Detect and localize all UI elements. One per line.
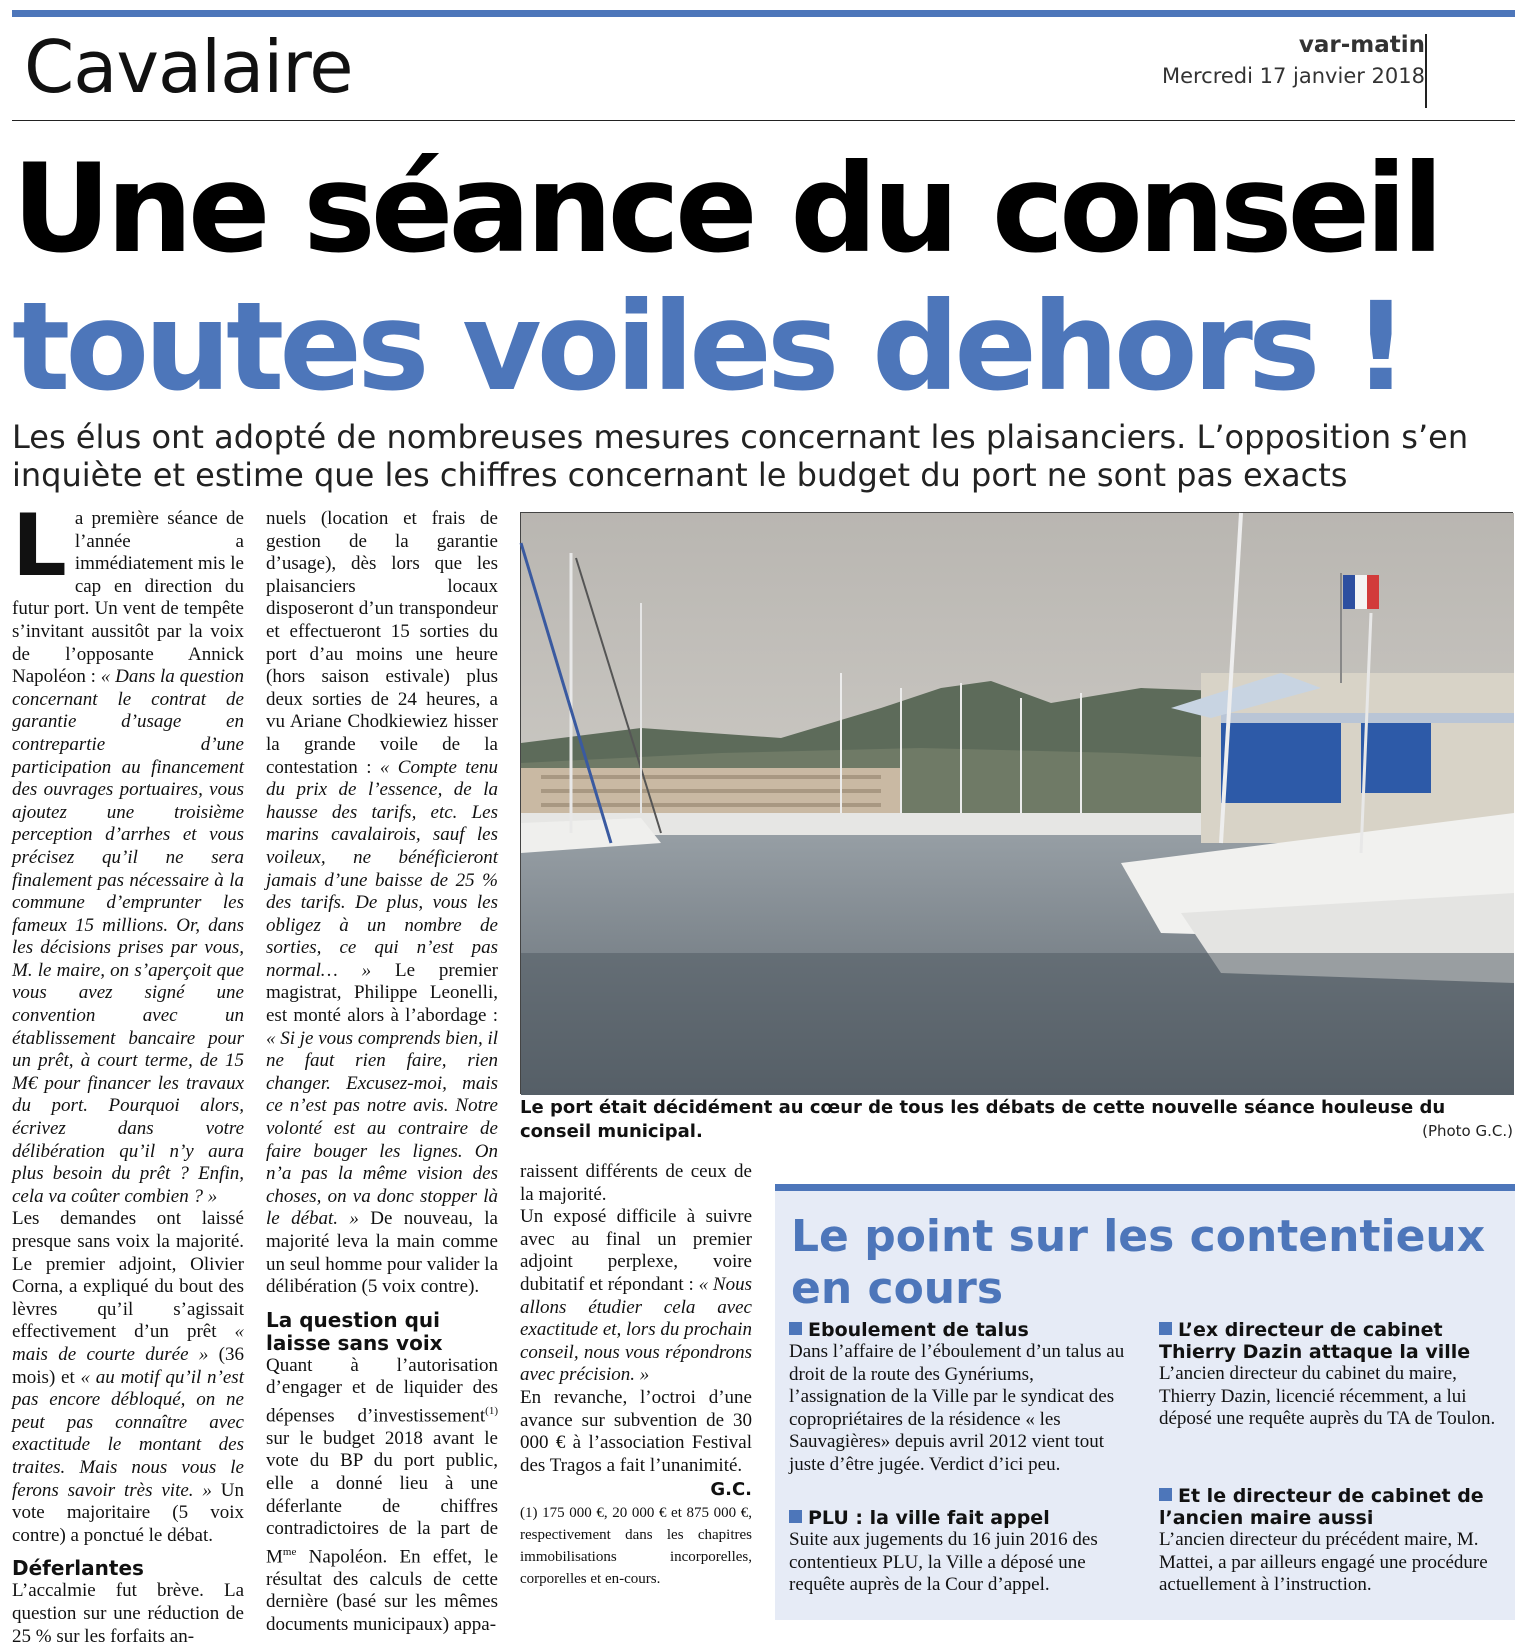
- headline-line-1: Une séance du conseil: [12, 138, 1439, 280]
- sidebar-item-text: Suite aux jugements du 16 juin 2016 des contentieux PLU, la Ville a déposé une requête auprès de la Cour d’appel.: [789, 1529, 1098, 1596]
- footnote: (1) 175 000 €, 20 000 € et 875 000 €, respectivement dans les chapitres immobilisations incorporelles, corporelles et en-cours.: [520, 1504, 752, 1587]
- quote: « Nous allons étudier cela avec exactitude et, lors du prochain conseil, nous vous répondrons avec précision. »: [520, 1273, 752, 1386]
- sidebar-box: [775, 1184, 1515, 1620]
- headline: [12, 140, 1439, 416]
- sidebar-item: [789, 1507, 1129, 1597]
- sidebar-item-text: Dans l’affaire de l’éboulement d’un talus au droit de la route des Gynériums, l’assignation de la Ville par le syndicat des copropriétaires de la résidence « les Sauvagières» depuis avril 2012 vient tout juste d’être jugée. Verdict d’ici peu.: [789, 1341, 1125, 1475]
- paragraph: Un vote majoritaire (5 voix contre) a ponctué le débat.: [12, 1479, 244, 1546]
- paragraph: En revanche, l’octroi d’une avance sur subvention de 30 000 € à l’association Festival des Tragos a fait l’unanimité.: [520, 1386, 752, 1476]
- paragraph: Un exposé difficile à suivre avec au final un premier adjoint perplexe, voire dubitatif et répondant :: [520, 1206, 752, 1295]
- paragraph: raissent différents de ceux de la majorité.: [520, 1161, 752, 1205]
- quote: « Si je vous comprends bien, il ne faut rien faire, rien changer. Excusez-moi, mais ce n’est pas notre avis. Notre volonté est au contraire de faire bouger les lignes. On n’a pas la même vision des choses, on va donc stopper là le débat. »: [266, 1027, 499, 1230]
- sidebar-item: [789, 1319, 1129, 1477]
- headline-line-2: toutes voiles dehors !: [12, 276, 1404, 418]
- square-bullet-icon: [1159, 1322, 1172, 1335]
- sidebar-item-title: PLU : la ville fait appel: [808, 1507, 1050, 1529]
- square-bullet-icon: [789, 1510, 802, 1523]
- quote: « mais de courte durée »: [12, 1321, 244, 1365]
- subheading: La question qui laisse sans voix: [266, 1307, 443, 1355]
- photo-caption: Le port était décidément au cœur de tous les débats de cette nouvelle séance houleuse du conseil municipal.: [520, 1097, 1446, 1142]
- sidebar-item: [1159, 1485, 1499, 1597]
- quote: « au motif qu’il n’est pas encore débloqué, on ne peut pas connaître avec exactitude le montant des traites. Mais nous vous le ferons savoir très vite. »: [12, 1366, 244, 1501]
- newspaper-name: var-matin: [1298, 32, 1425, 58]
- paragraph: Le premier magistrat, Philippe Leonelli, est monté alors à l’abordage :: [266, 959, 498, 1027]
- square-bullet-icon: [1159, 1488, 1172, 1501]
- paragraph: L’accalmie fut brève. La question sur une réduction de 25 % sur les forfaits an-: [12, 1580, 244, 1647]
- sidebar-item-text: L’ancien directeur du précédent maire, M. Mattei, a par ailleurs engagé une procédure actuellement à l’instruction.: [1159, 1529, 1488, 1596]
- paragraph: sur le budget 2018 avant le vote du BP du port public, elle a donné lieu à une déferlante de chiffres contradictoires de la part de M: [266, 1427, 498, 1568]
- drop-cap: L: [12, 496, 67, 596]
- footnote-ref: (1): [485, 1404, 498, 1417]
- harbour-photo-illustration: [521, 513, 1514, 1095]
- sidebar-title: Le point sur les contentieux en cours: [791, 1211, 1486, 1314]
- article-column-3: [520, 1161, 752, 1590]
- paragraph: (36 mois) et: [12, 1343, 244, 1388]
- section-title: Cavalaire: [24, 25, 353, 109]
- paragraph: Napoléon. En effet, le résultat des calculs de cette dernière (basé sur les mêmes documents municipaux) appa-: [266, 1546, 498, 1635]
- masthead-info: [1162, 30, 1425, 92]
- superscript: me: [282, 1545, 297, 1558]
- lede: Les élus ont adopté de nombreuses mesures concernant les plaisanciers. L’opposition s’en inquiète et estime que les chiffres concernant le budget du port ne sont pas exacts: [12, 418, 1469, 494]
- masthead-divider: [1425, 34, 1427, 108]
- author-signature: G.C.: [710, 1479, 752, 1501]
- paragraph: a première séance de l’année a immédiatement mis le cap en direction du futur port. Un vent de tempête s’invitant aussitôt par la voix de l’opposante Annick Napoléon :: [12, 508, 244, 688]
- sidebar-item-title: L’ex directeur de cabinet Thierry Dazin attaque la ville: [1159, 1319, 1471, 1363]
- article-column-2: [266, 508, 498, 1637]
- paragraph: De nouveau, la majorité leva la main comme un seul homme pour valider la délibération (5 voix contre).: [266, 1208, 498, 1298]
- paragraph: nuels (location et frais de gestion de la garantie d’usage), dès lors que les plaisanciers locaux disposeront d’un transpondeur et effectueront 15 sorties du port d’au moins une heure (hors saison estivale) plus deux sorties de 24 heures, a vu Ariane Chodkiewiez hisser la grande voile de la contestation :: [266, 508, 498, 778]
- subheading: Déferlantes: [12, 1556, 144, 1581]
- square-bullet-icon: [789, 1322, 802, 1335]
- sidebar-item: [1159, 1319, 1499, 1431]
- top-rule: [12, 10, 1515, 17]
- photo-credit: (Photo G.C.): [1422, 1122, 1513, 1140]
- paragraph: Quant à l’autorisation d’engager et de liquider des dépenses d’investissement: [266, 1354, 498, 1427]
- masthead-rule: [12, 120, 1515, 121]
- quote: « Dans la question concernant le contrat de garantie d’usage en contrepartie d’une participation au financement des ouvrages portuaires, vous ajoutez une troisième perception d’arrhes et vous précisez qu’il ne sera finalement pas nécessaire à la commune d’emprunter les fameux 15 millions. Or, dans les décisions prises par vous, M. le maire, on s’aperçoit que vous avez signé une convention avec un établissement bancaire pour un prêt, à court terme, de 15 M€ pour financer les travaux du port. Pourquoi alors, écrivez dans votre délibération qu’il n’y aura plus besoin du prêt ? Enfin, cela va coûter combien ? »: [12, 666, 244, 1207]
- sidebar-item-title: Et le directeur de cabinet de l’ancien maire aussi: [1159, 1485, 1484, 1529]
- article-column-1: [12, 496, 244, 1648]
- harbour-photo: [520, 512, 1513, 1094]
- quote: « Compte tenu du prix de l’essence, de la hausse des tarifs, etc. Les marins cavalairois, sauf les voileux, ne bénéficieront jamais d’une baisse de 25 % des tarifs. De plus, vous les obligez à un nombre de sorties, ce qui n’est pas normal… »: [266, 756, 498, 981]
- publication-date: Mercredi 17 janvier 2018: [1161, 64, 1425, 88]
- paragraph: Les demandes ont laissé presque sans voix la majorité. Le premier adjoint, Olivier Corna, a expliqué du bout des lèvres qu’il s’agissait effectivement d’un prêt: [12, 1208, 244, 1343]
- sidebar-item-title: Eboulement de talus: [808, 1319, 1029, 1341]
- sidebar-item-text: L’ancien directeur du cabinet du maire, Thierry Dazin, licencié récemment, a lui déposé une requête auprès du TA de Toulon.: [1159, 1363, 1496, 1430]
